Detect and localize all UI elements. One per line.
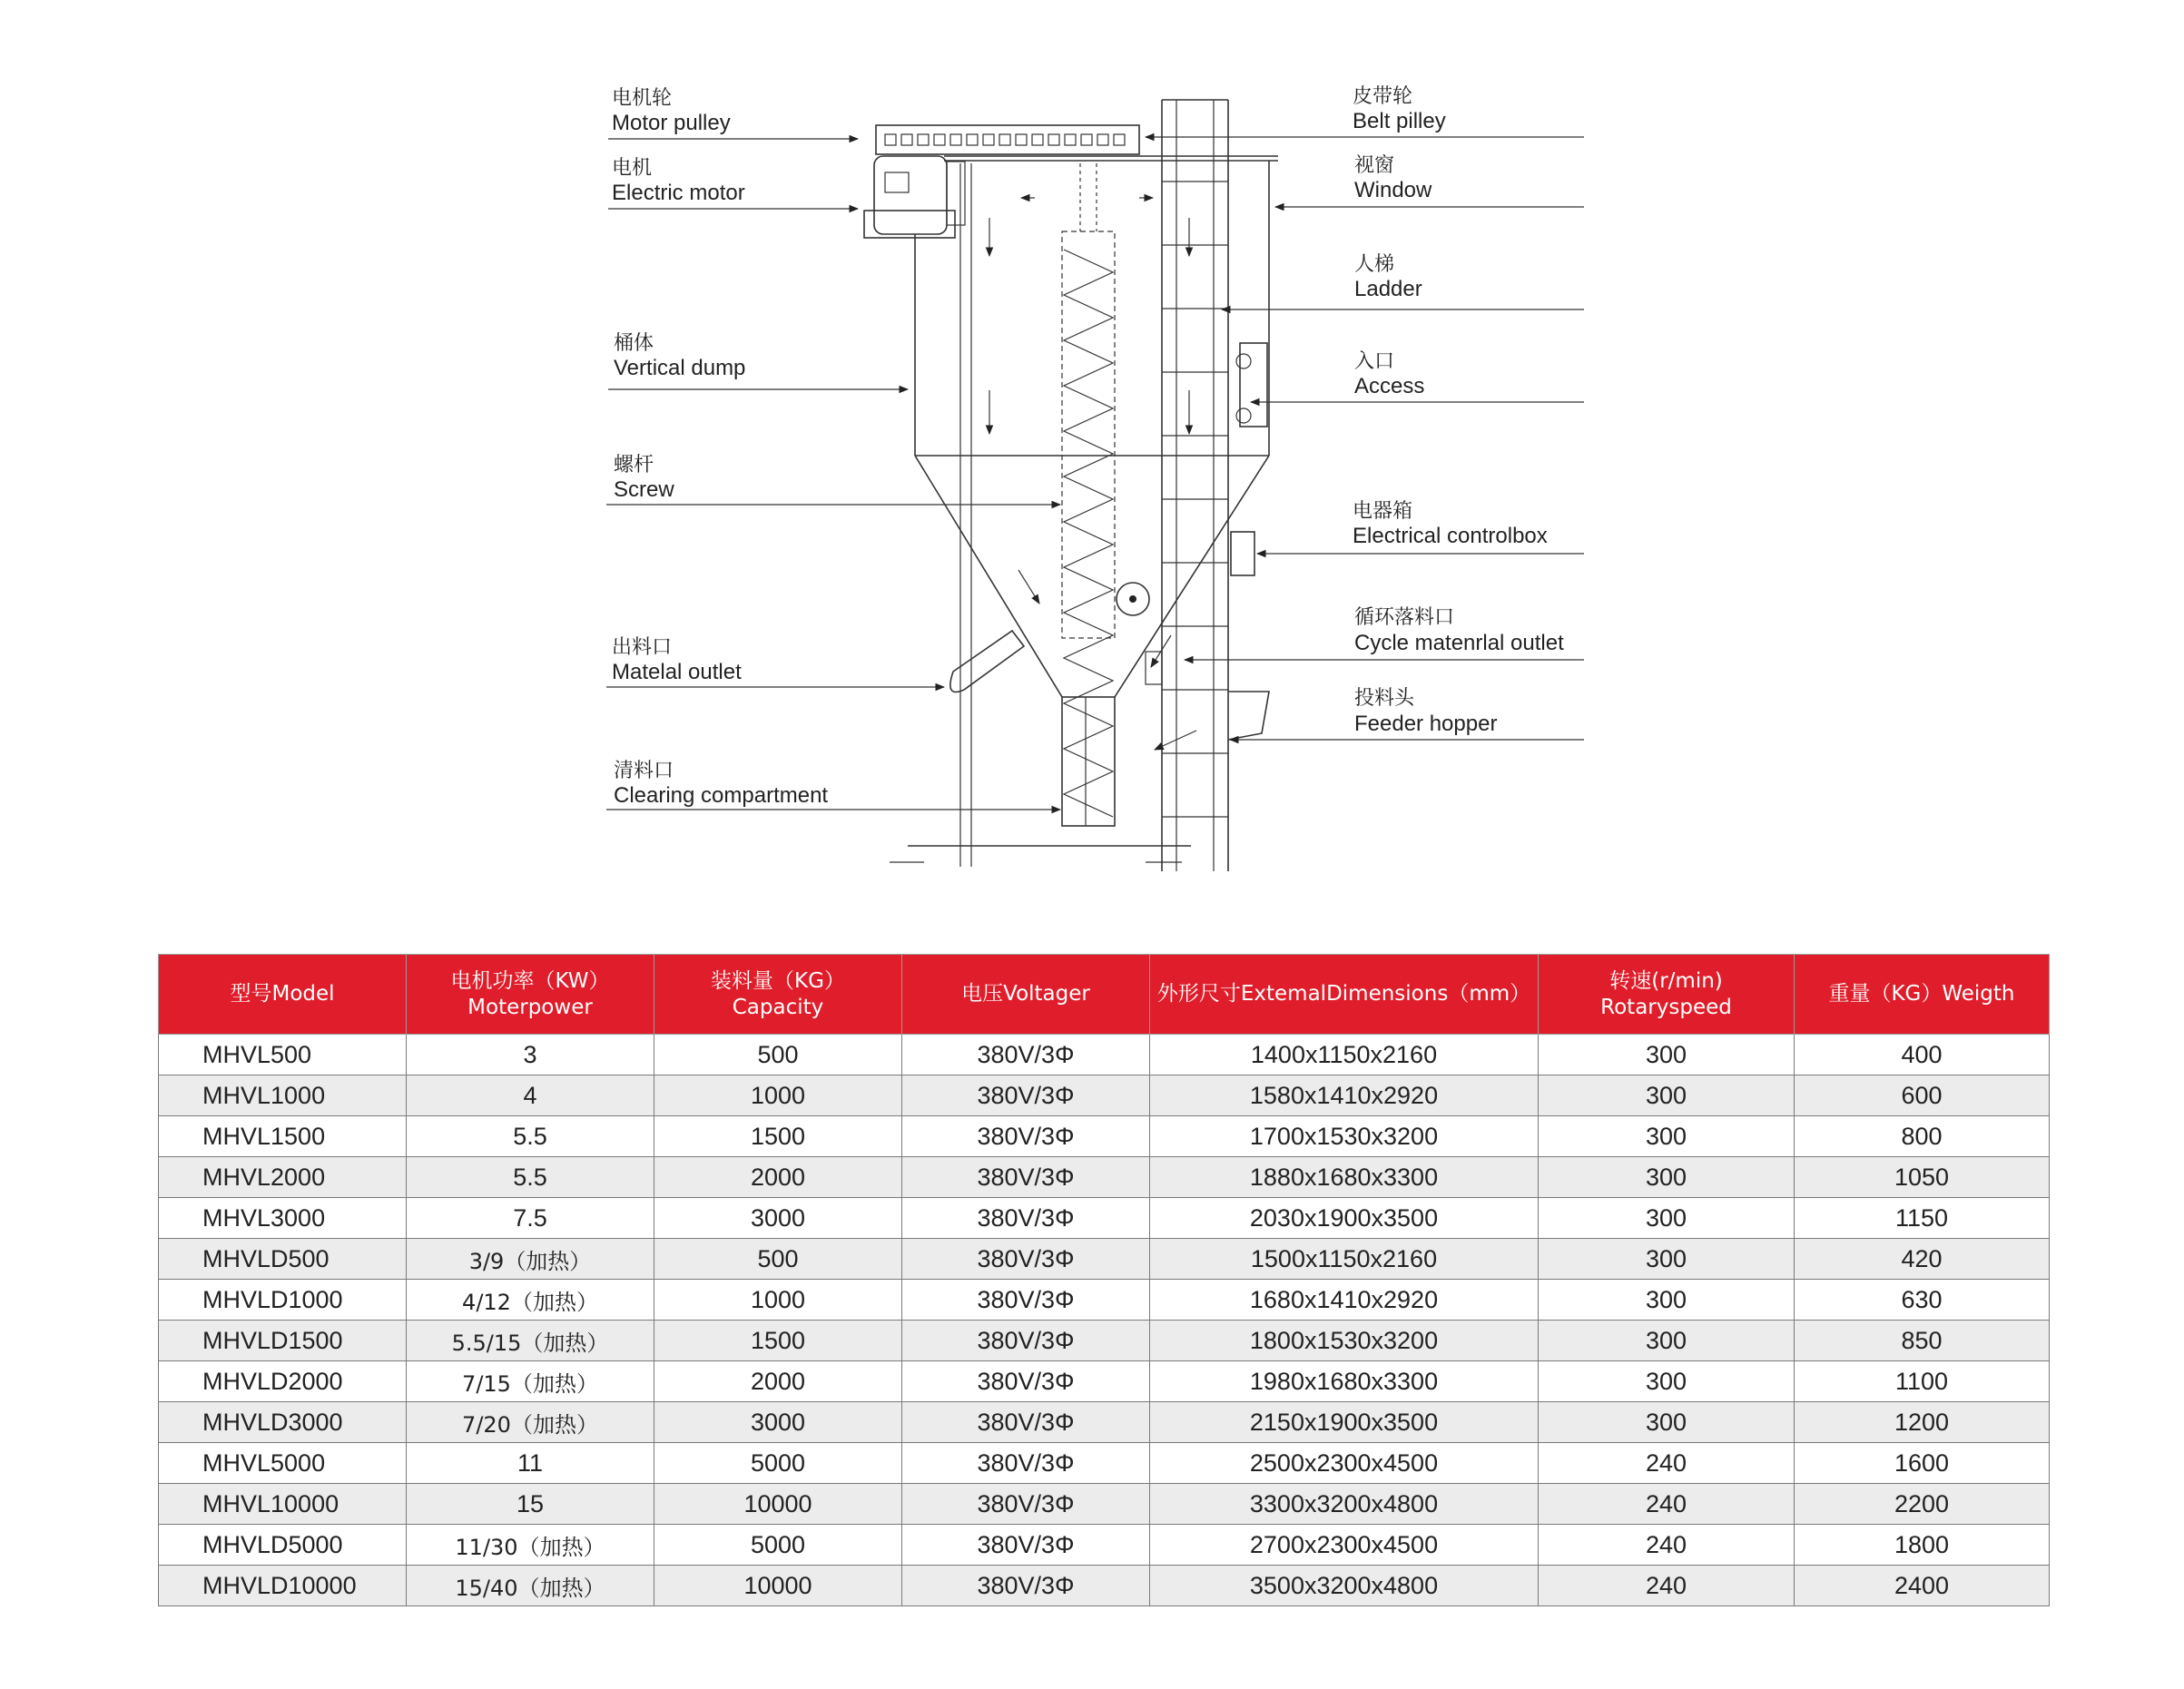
cell-voltage: 380V/3Φ: [902, 1443, 1150, 1484]
cell-voltage: 380V/3Φ: [902, 1566, 1150, 1606]
cell-capacity: 1000: [654, 1280, 902, 1321]
cell-motor-power: 11: [407, 1443, 654, 1484]
header-model: 型号Model: [159, 955, 407, 1035]
cell-weight: 2400: [1795, 1566, 2050, 1606]
callout-ladder: [1222, 253, 1584, 309]
cell-model: MHVL3000: [159, 1198, 407, 1239]
cell-dimensions: 2500x2300x4500: [1150, 1443, 1539, 1484]
svg-text:视窗: 视窗: [1354, 154, 1395, 177]
svg-text:Ladder: Ladder: [1354, 277, 1422, 301]
svg-text:Window: Window: [1354, 178, 1432, 202]
svg-text:Vertical dump: Vertical dump: [614, 356, 746, 380]
svg-text:Clearing compartment: Clearing compartment: [614, 783, 829, 808]
belt-teeth: [885, 134, 1125, 145]
svg-text:皮带轮: 皮带轮: [1353, 85, 1413, 108]
cell-rotary-speed: 300: [1539, 1280, 1795, 1321]
spec-table: [158, 954, 2050, 1606]
cell-capacity: 3000: [654, 1198, 902, 1239]
table-row: [159, 1484, 2050, 1525]
svg-text:桶体: 桶体: [614, 332, 654, 355]
cell-motor-power: 3/9（加热）: [407, 1239, 654, 1280]
cell-model: MHVLD2000: [159, 1361, 407, 1402]
cell-rotary-speed: 240: [1539, 1525, 1795, 1566]
callout-vertical-dump: [608, 332, 908, 389]
cell-dimensions: 2700x2300x4500: [1150, 1525, 1539, 1566]
cell-model: MHVL1000: [159, 1075, 407, 1116]
svg-text:Motor pulley: Motor pulley: [612, 111, 731, 135]
cell-motor-power: 15/40（加热）: [407, 1566, 654, 1606]
cell-weight: 1600: [1795, 1443, 2050, 1484]
cell-dimensions: 1880x1680x3300: [1150, 1157, 1539, 1198]
ladder-rungs: [1162, 182, 1228, 817]
callout-screw: [606, 454, 1060, 505]
cell-rotary-speed: 240: [1539, 1443, 1795, 1484]
callout-feeder-hopper: [1230, 687, 1584, 740]
cell-motor-power: 5.5/15（加热）: [407, 1321, 654, 1361]
cell-rotary-speed: 300: [1539, 1239, 1795, 1280]
svg-text:电机轮: 电机轮: [612, 87, 673, 110]
cell-motor-power: 11/30（加热）: [407, 1525, 654, 1566]
svg-text:入口: 入口: [1354, 350, 1395, 373]
table-row: [159, 1198, 2050, 1239]
cell-weight: 1200: [1795, 1402, 2050, 1443]
cell-model: MHVLD1500: [159, 1321, 407, 1361]
cell-weight: 1100: [1795, 1361, 2050, 1402]
cell-rotary-speed: 300: [1539, 1198, 1795, 1239]
cell-weight: 1150: [1795, 1198, 2050, 1239]
cell-model: MHVLD500: [159, 1239, 407, 1280]
cell-dimensions: 1500x1150x2160: [1150, 1239, 1539, 1280]
cell-capacity: 5000: [654, 1443, 902, 1484]
feeder-hopper-shape: [1228, 692, 1269, 740]
cell-dimensions: 3500x3200x4800: [1150, 1566, 1539, 1606]
cell-voltage: 380V/3Φ: [902, 1484, 1150, 1525]
header-motor-power: 电机功率（KW） Moterpower: [407, 955, 654, 1035]
table-row: [159, 1280, 2050, 1321]
cell-model: MHVL2000: [159, 1157, 407, 1198]
cell-capacity: 1500: [654, 1321, 902, 1361]
cell-model: MHVL10000: [159, 1484, 407, 1525]
header-capacity: 装料量（KG） Capacity: [654, 955, 902, 1035]
cell-dimensions: 1680x1410x2920: [1150, 1280, 1539, 1321]
cell-voltage: 380V/3Φ: [902, 1157, 1150, 1198]
cell-rotary-speed: 300: [1539, 1321, 1795, 1361]
cell-weight: 420: [1795, 1239, 2050, 1280]
table-header-row: [159, 955, 2050, 1035]
cell-weight: 1800: [1795, 1525, 2050, 1566]
svg-text:出料口: 出料口: [612, 636, 673, 659]
callout-access: [1251, 350, 1584, 402]
table-row: [159, 1321, 2050, 1361]
cell-capacity: 5000: [654, 1525, 902, 1566]
header-dimensions: 外形尺寸ExtemalDimensions（mm）: [1150, 955, 1539, 1035]
svg-text:螺杆: 螺杆: [614, 454, 654, 476]
cell-dimensions: 2150x1900x3500: [1150, 1402, 1539, 1443]
cell-voltage: 380V/3Φ: [902, 1525, 1150, 1566]
table-row: [159, 1525, 2050, 1566]
callout-motor-pulley: [608, 87, 858, 139]
cell-capacity: 500: [654, 1035, 902, 1075]
cell-dimensions: 1800x1530x3200: [1150, 1321, 1539, 1361]
cell-dimensions: 2030x1900x3500: [1150, 1198, 1539, 1239]
svg-text:人梯: 人梯: [1354, 253, 1395, 276]
cell-rotary-speed: 300: [1539, 1402, 1795, 1443]
callout-clearing-compartment: [606, 760, 1060, 810]
material-outlet-chute: [950, 631, 1024, 692]
cell-weight: 2200: [1795, 1484, 2050, 1525]
cell-weight: 800: [1795, 1116, 2050, 1157]
access-door: [1240, 343, 1267, 427]
cell-dimensions: 1980x1680x3300: [1150, 1361, 1539, 1402]
callout-cycle-material-outlet: [1185, 606, 1584, 660]
cell-rotary-speed: 240: [1539, 1566, 1795, 1606]
svg-text:电器箱: 电器箱: [1353, 500, 1413, 523]
svg-text:Belt pilley: Belt pilley: [1353, 109, 1446, 133]
table-row: [159, 1239, 2050, 1280]
machine-body: [864, 100, 1278, 871]
cell-voltage: 380V/3Φ: [902, 1280, 1150, 1321]
cell-motor-power: 4/12（加热）: [407, 1280, 654, 1321]
svg-text:循环落料口: 循环落料口: [1354, 606, 1455, 629]
cell-motor-power: 7/15（加热）: [407, 1361, 654, 1402]
electric-motor-shape: [864, 156, 965, 238]
cell-model: MHVL1500: [159, 1116, 407, 1157]
table-row: [159, 1402, 2050, 1443]
svg-text:电机: 电机: [612, 157, 653, 180]
cell-voltage: 380V/3Φ: [902, 1035, 1150, 1075]
cell-capacity: 2000: [654, 1361, 902, 1402]
svg-text:Cycle matenrlal outlet: Cycle matenrlal outlet: [1354, 631, 1564, 655]
table-row: [159, 1035, 2050, 1075]
cell-rotary-speed: 300: [1539, 1075, 1795, 1116]
cell-model: MHVLD1000: [159, 1280, 407, 1321]
table-row: [159, 1361, 2050, 1402]
svg-text:Screw: Screw: [614, 477, 674, 502]
cell-capacity: 3000: [654, 1402, 902, 1443]
header-voltage: 电压Voltager: [902, 955, 1150, 1035]
svg-text:Electric motor: Electric motor: [612, 181, 745, 205]
svg-text:投料头: 投料头: [1354, 687, 1415, 710]
table-row: [159, 1566, 2050, 1606]
cell-weight: 1050: [1795, 1157, 2050, 1198]
cell-dimensions: 1700x1530x3200: [1150, 1116, 1539, 1157]
cell-model: MHVLD5000: [159, 1525, 407, 1566]
cell-motor-power: 5.5: [407, 1116, 654, 1157]
cell-weight: 850: [1795, 1321, 2050, 1361]
cell-voltage: 380V/3Φ: [902, 1321, 1150, 1361]
cell-motor-power: 7/20（加热）: [407, 1402, 654, 1443]
svg-text:Matelal outlet: Matelal outlet: [612, 660, 742, 684]
header-weight: 重量（KG）Weigth: [1795, 955, 2050, 1035]
cell-capacity: 2000: [654, 1157, 902, 1198]
cell-capacity: 500: [654, 1239, 902, 1280]
callout-belt-pulley: [1146, 85, 1584, 137]
header-rotary-speed: 转速(r/min) Rotaryspeed: [1539, 955, 1795, 1035]
table-row: [159, 1075, 2050, 1116]
cell-model: MHVL5000: [159, 1443, 407, 1484]
cell-rotary-speed: 240: [1539, 1484, 1795, 1525]
cell-dimensions: 3300x3200x4800: [1150, 1484, 1539, 1525]
cell-rotary-speed: 300: [1539, 1361, 1795, 1402]
cell-capacity: 10000: [654, 1566, 902, 1606]
cell-motor-power: 7.5: [407, 1198, 654, 1239]
cell-dimensions: 1400x1150x2160: [1150, 1035, 1539, 1075]
cell-model: MHVLD3000: [159, 1402, 407, 1443]
cell-dimensions: 1580x1410x2920: [1150, 1075, 1539, 1116]
svg-text:Access: Access: [1354, 374, 1425, 398]
cell-model: MHVLD10000: [159, 1566, 407, 1606]
callout-window: [1275, 154, 1584, 207]
cell-weight: 600: [1795, 1075, 2050, 1116]
cell-motor-power: 5.5: [407, 1157, 654, 1198]
svg-text:Electrical controlbox: Electrical controlbox: [1353, 524, 1548, 548]
cell-voltage: 380V/3Φ: [902, 1361, 1150, 1402]
cell-voltage: 380V/3Φ: [902, 1239, 1150, 1280]
cell-motor-power: 15: [407, 1484, 654, 1525]
cell-voltage: 380V/3Φ: [902, 1402, 1150, 1443]
cell-weight: 400: [1795, 1035, 2050, 1075]
table-row: [159, 1157, 2050, 1198]
screw-flight: [1064, 250, 1113, 817]
cell-motor-power: 4: [407, 1075, 654, 1116]
callout-electric-motor: [608, 157, 858, 209]
cell-weight: 630: [1795, 1280, 2050, 1321]
cell-capacity: 10000: [654, 1484, 902, 1525]
cell-voltage: 380V/3Φ: [902, 1198, 1150, 1239]
cell-rotary-speed: 300: [1539, 1157, 1795, 1198]
control-box: [1231, 532, 1254, 575]
table-row: [159, 1116, 2050, 1157]
cell-voltage: 380V/3Φ: [902, 1075, 1150, 1116]
table-row: [159, 1443, 2050, 1484]
callout-material-outlet: [606, 636, 944, 687]
cell-motor-power: 3: [407, 1035, 654, 1075]
cell-rotary-speed: 300: [1539, 1035, 1795, 1075]
cell-voltage: 380V/3Φ: [902, 1116, 1150, 1157]
cell-model: MHVL500: [159, 1035, 407, 1075]
cell-capacity: 1000: [654, 1075, 902, 1116]
cell-rotary-speed: 300: [1539, 1116, 1795, 1157]
svg-text:清料口: 清料口: [614, 760, 674, 782]
callout-electrical-controlbox: [1257, 500, 1584, 554]
cell-capacity: 1500: [654, 1116, 902, 1157]
svg-text:Feeder hopper: Feeder hopper: [1354, 712, 1498, 736]
